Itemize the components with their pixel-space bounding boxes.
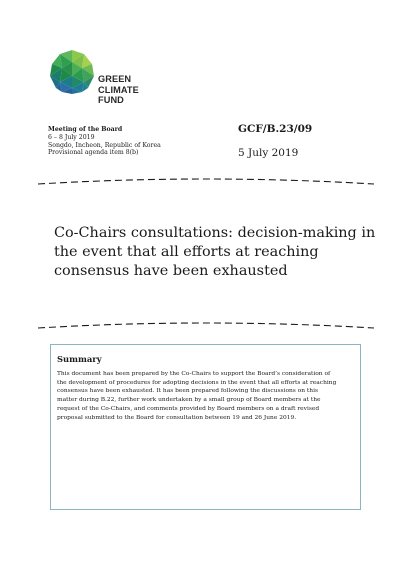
agenda-item: Provisional agenda item 8(b): [48, 149, 139, 157]
gcf-globe-icon: [48, 48, 96, 96]
document-date: 5 July 2019: [238, 147, 299, 159]
summary-line: matter during B.22, further work undertaken by a small group of Board members at the: [57, 397, 321, 404]
summary-line: consensus have been exhausted. It has been prepared following the discussions on this: [57, 388, 318, 395]
summary-line: proposal submitted to the Board for consultation between 19 and 26 June 2019.: [57, 414, 297, 421]
title-line: Co-Chairs consultations: decision-making in: [54, 225, 376, 241]
header-divider: [38, 176, 374, 190]
summary-body: [57, 370, 359, 422]
document-code: GCF/B.23/09: [238, 123, 313, 135]
summary-heading: Summary: [57, 354, 102, 364]
summary-box: [50, 344, 361, 510]
meeting-info: [48, 126, 161, 157]
title-line: the event that all efforts at reaching: [54, 244, 319, 260]
wordmark-line-climate: CLIMATE: [98, 84, 139, 95]
wordmark-line-green: GREEN: [98, 74, 132, 84]
summary-line: request of the Co-Chairs, and comments provided by Board members on a draft revised: [57, 405, 320, 412]
document-title: [54, 224, 379, 281]
title-divider: [38, 320, 374, 334]
meeting-dates: 6 – 8 July 2019: [48, 133, 95, 141]
gcf-wordmark: [98, 74, 139, 106]
summary-line: the development of procedures for adopting decisions in the event that all efforts at reaching: [57, 379, 337, 386]
document-info: [238, 123, 312, 159]
wordmark-line-fund: FUND: [98, 95, 124, 105]
meeting-heading: Meeting of the Board: [48, 126, 123, 133]
gcf-logo: [48, 48, 148, 110]
meeting-location: Songdo, Incheon, Republic of Korea: [48, 141, 161, 149]
summary-line: This document has been prepared by the Co-Chairs to support the Board’s consideration of: [57, 371, 331, 377]
title-line: consensus have been exhausted: [54, 263, 288, 279]
